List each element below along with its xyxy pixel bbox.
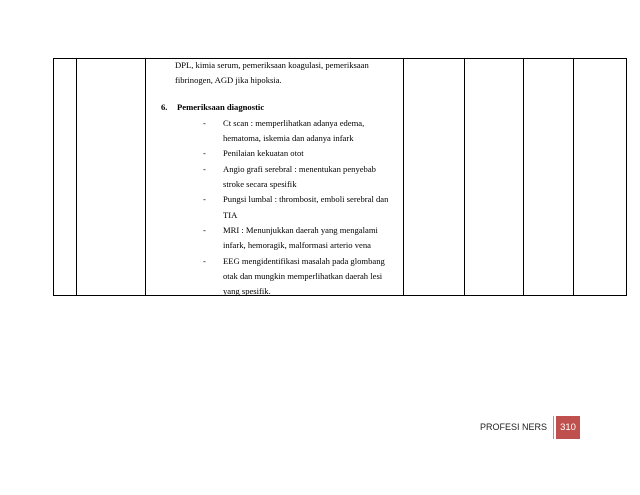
list-item (145, 192, 403, 223)
list-item-line: TIA (223, 209, 238, 220)
list-item-line: Ct scan : memperlihatkan adanya edema, (223, 117, 365, 128)
bullet-dash: - (203, 224, 206, 235)
table-column-divider (464, 59, 465, 295)
table-column-divider (573, 59, 574, 295)
list-item (145, 116, 403, 147)
list-item-line: Angio grafi serebral : menentukan penyebab (223, 163, 376, 174)
bullet-dash: - (203, 148, 206, 159)
list-item-line: Pungsi lumbal : thrombosit, emboli serebral dan (223, 194, 389, 205)
list-item (145, 254, 403, 300)
bullet-dash: - (203, 117, 206, 128)
list-item (145, 162, 403, 193)
page-number: 310 (556, 416, 580, 439)
section-number: 6. (161, 101, 168, 112)
diagnostic-list (145, 116, 403, 300)
bullet-dash: - (203, 194, 206, 205)
table-column-divider (76, 59, 77, 295)
footer-label: PROFESI NERS (480, 422, 548, 432)
list-item-line: infark, hemoragik, malformasi arterio vena (223, 240, 371, 251)
list-item-line: hematoma, iskemia dan adanya infark (223, 133, 354, 144)
list-item-line: EEG mengidentifikasi masalah pada glombang (223, 255, 385, 266)
table-column-divider (403, 59, 404, 295)
bullet-dash: - (203, 163, 206, 174)
section-title: Pemeriksaan diagnostic (177, 101, 265, 112)
page-footer (480, 416, 580, 439)
list-item-line: Penilaian kekuatan otot (223, 148, 304, 159)
intro-paragraph (145, 58, 403, 89)
table-column-divider (523, 59, 524, 295)
list-item-line: stroke secara spesifik (223, 179, 297, 190)
list-item-line: otak dan mungkin memperlihatkan daerah lesi (223, 270, 383, 281)
list-item (145, 146, 403, 161)
list-item (145, 223, 403, 254)
intro-line: DPL, kimia serum, pemeriksaan koagulasi, pemeriksaan (175, 60, 369, 70)
table-cell-content (145, 58, 403, 299)
list-item-line: MRI : Menunjukkan daerah yang mengalami (223, 224, 378, 235)
bullet-dash: - (203, 255, 206, 266)
section-heading (145, 100, 403, 115)
footer-divider (553, 416, 554, 439)
intro-line: fibrinogen, AGD jika hipoksia. (175, 75, 282, 86)
list-item-line: yang spesifik. (223, 286, 271, 297)
